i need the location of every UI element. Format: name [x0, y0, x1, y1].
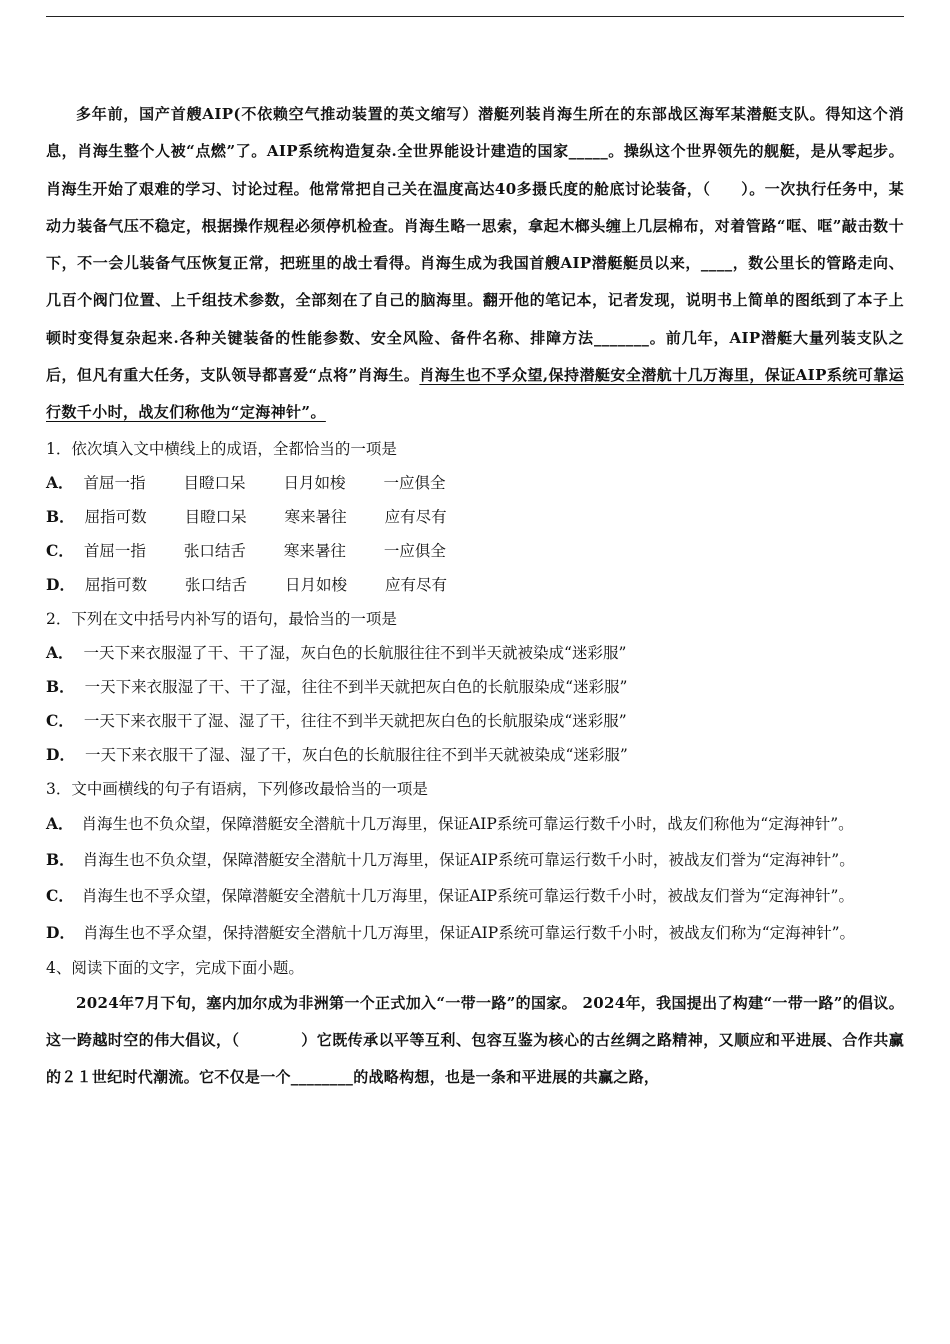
question-3-option-b[interactable]: B． 肖海生也不负众望，保障潜艇安全潜航十几万海里，保证AIP系统可靠运行数千小时，被战友们誉为“定海神针”。 — [46, 849, 855, 869]
header-rule — [46, 16, 904, 17]
question-4-passage: 2024年7月下旬，塞内加尔成为非洲第一个正式加入“一带一路”的国家。 2024年，我国提出了构建“一带一路”的倡议。这一跨越时空的伟大倡议，（ ）它既传承以平等互利、包容互鉴为核心的古丝绸之路精神，又顺应和平进展、合作共赢的２１世纪时代潮流。它不仅是一个________的战略构想，也是一条和平进展的共赢之路， — [46, 993, 904, 1087]
question-1-stem: 1．依次填入文中横线上的成语，全都恰当的一项是 — [46, 439, 397, 458]
passage-paragraph — [46, 96, 904, 432]
question-1-option-d[interactable]: D． 屈指可数 张口结舌 日月如梭 应有尽有 — [46, 574, 447, 594]
question-2-stem: 2．下列在文中括号内补写的语句，最恰当的一项是 — [46, 609, 397, 628]
question-3-stem: 3．文中画横线的句子有语病，下列修改最恰当的一项是 — [46, 779, 428, 798]
document-page — [46, 96, 904, 1097]
passage-text: 多年前，国产首艘AIP(不依赖空气推动装置的英文缩写）潜艇列装肖海生所在的东部战区海军某潜艇支队。得知这个消息，肖海生整个人被“点燃”了。AIP系统构造复杂.全世界能设计建造的国家_____。操纵这个世界领先的舰艇，是从零起步。肖海生开始了艰难的学习、讨论过程。他常常把自己关在温度高达40多摄氏度的舱底讨论装备，（ ）。一次执行任务中，某动力装备气压不稳定，根据操作规程必须停机检查。肖海生略一思索，拿起木榔头缠上几层棉布，对着管路“哐、哐”敲击数十下，不一会儿装备气压恢复正常，把班里的战士看得。肖海生成为我国首艘AIP潜艇艇员以来，____，数公里长的管路走向、几百个阀门位置、上千组技术参数，全部刻在了自己的脑海里。翻开他的笔记本，记者发现，说明书上简单的图纸到了本子上顿时变得复杂起来.各种关键装备的性能参数、安全风险、备件名称、排障方法_______。前几年，AIP潜艇大量列装支队之后，但凡有重大任务，支队领导都喜爱“点将”肖海生。 — [46, 105, 904, 385]
underlined-sentence: 肖海生也不孚众望,保持潜艇安全潜航十几万海里，保证AIP系统可靠运行数千小时，战友们称他为“定海神针”。 — [46, 366, 904, 422]
question-2-option-a[interactable]: A． 一天下来衣服湿了干、干了湿，灰白色的长航服往往不到半天就被染成“迷彩服” — [46, 642, 627, 662]
question-1-option-b[interactable]: B． 屈指可数 目瞪口呆 寒来暑往 应有尽有 — [46, 506, 447, 526]
question-4-stem: 4、阅读下面的文字，完成下面小题。 — [46, 958, 304, 977]
question-2-option-c[interactable]: C． 一天下来衣服干了湿、湿了干，往往不到半天就把灰白色的长航服染成“迷彩服” — [46, 710, 627, 730]
question-1-option-c[interactable]: C． 首屈一指 张口结舌 寒来暑往 一应俱全 — [46, 540, 446, 560]
question-1-option-a[interactable]: A． 首屈一指 目瞪口呆 日月如梭 一应俱全 — [46, 472, 446, 492]
question-3-option-d[interactable]: D． 肖海生也不孚众望，保持潜艇安全潜航十几万海里，保证AIP系统可靠运行数千小时，被战友们称为“定海神针”。 — [46, 922, 856, 942]
question-3-option-a[interactable]: A． 肖海生也不负众望，保障潜艇安全潜航十几万海里，保证AIP系统可靠运行数千小时，战友们称他为“定海神针”。 — [46, 813, 854, 833]
question-2-option-d[interactable]: D． 一天下来衣服干了湿、湿了干，灰白色的长航服往往不到半天就被染成“迷彩服” — [46, 744, 628, 764]
question-2-option-b[interactable]: B． 一天下来衣服湿了干、干了湿，往往不到半天就把灰白色的长航服染成“迷彩服” — [46, 676, 628, 696]
question-3-option-c[interactable]: C． 肖海生也不孚众望，保障潜艇安全潜航十几万海里，保证AIP系统可靠运行数千小时，被战友们誉为“定海神针”。 — [46, 886, 854, 906]
